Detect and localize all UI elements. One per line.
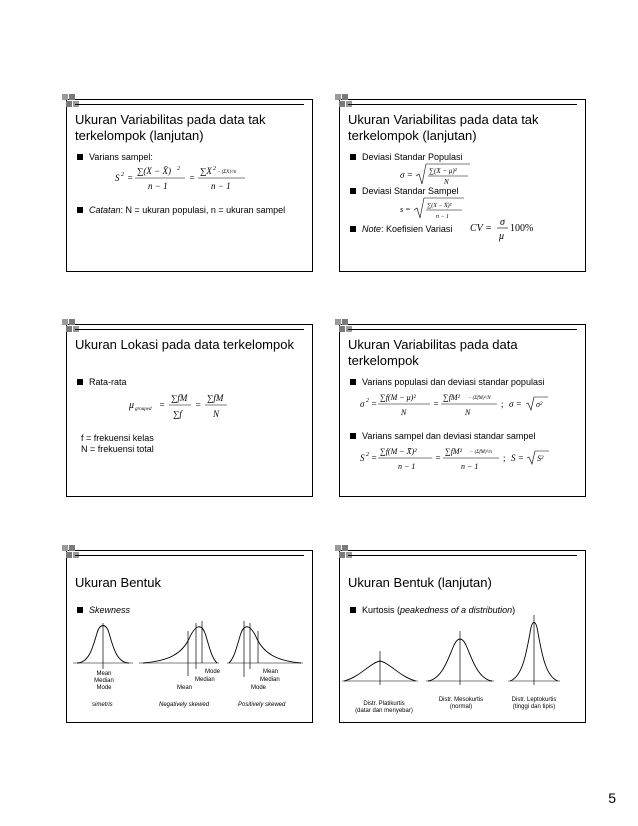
slide-title: Ukuran Bentuk bbox=[75, 575, 161, 590]
slide-rule bbox=[75, 104, 304, 105]
slide-2 bbox=[339, 99, 586, 272]
bullet-item: Catatan: N = ukuran populasi, n = ukuran sampel bbox=[77, 205, 305, 216]
svg-text:N: N bbox=[465, 408, 471, 417]
slide-title: Ukuran Variabilitas pada data tak terkelompok (lanjutan) bbox=[348, 112, 539, 143]
svg-text:grouped: grouped bbox=[135, 407, 152, 412]
svg-text:μ: μ bbox=[499, 231, 505, 242]
slide-decoration-icon bbox=[335, 94, 365, 108]
slide-title: Ukuran Bentuk (lanjutan) bbox=[348, 575, 492, 590]
neg-caption: Negatively skewed bbox=[159, 702, 210, 708]
svg-text:σ: σ bbox=[360, 399, 365, 409]
grouped-sample-variance-formula bbox=[360, 443, 570, 475]
slide-rule bbox=[75, 555, 304, 556]
svg-text:100%: 100% bbox=[510, 223, 534, 234]
svg-text:σ =: σ = bbox=[400, 170, 413, 180]
slide-5 bbox=[66, 550, 313, 723]
slide-3 bbox=[66, 324, 313, 497]
svg-text:∑(X − X̄): ∑(X − X̄) bbox=[137, 166, 171, 176]
sym-caption: simetris bbox=[92, 702, 113, 708]
svg-text:S =: S = bbox=[511, 453, 524, 463]
svg-text:2: 2 bbox=[213, 166, 216, 172]
mesokurtic-caption: Distr. Mesokurtis (normal) bbox=[438, 697, 484, 710]
slide-rule bbox=[75, 329, 304, 330]
legend-line: N = frekuensi total bbox=[81, 444, 154, 454]
slide-decoration-icon bbox=[62, 94, 92, 108]
svg-text:∑X: ∑X bbox=[200, 166, 212, 176]
svg-text:− (ΣX)²/n: − (ΣX)²/n bbox=[217, 170, 237, 175]
svg-text:=: = bbox=[189, 173, 196, 183]
grouped-mean-formula bbox=[129, 389, 249, 425]
svg-text:∑f(M − X̄)²: ∑f(M − X̄)² bbox=[380, 447, 417, 456]
svg-text:μ: μ bbox=[129, 400, 135, 411]
svg-text:n − 1: n − 1 bbox=[148, 181, 168, 191]
slide-4 bbox=[339, 324, 586, 497]
svg-text:∑f: ∑f bbox=[173, 409, 182, 419]
sample-variance-formula bbox=[115, 162, 265, 194]
slide-rule bbox=[348, 555, 577, 556]
svg-text:− (ΣfM)²/N: − (ΣfM)²/N bbox=[468, 396, 491, 401]
slide-decoration-icon bbox=[335, 545, 365, 559]
svg-text:n − 1: n − 1 bbox=[398, 462, 416, 471]
svg-text:2: 2 bbox=[121, 172, 124, 178]
svg-text:;: ; bbox=[501, 399, 504, 409]
neg-mean-label: Mean bbox=[177, 685, 193, 691]
svg-text:N: N bbox=[213, 409, 220, 419]
pos-mean-label: Mean bbox=[263, 669, 279, 675]
svg-text:− (ΣfM)²/n: − (ΣfM)²/n bbox=[470, 450, 492, 455]
svg-text:S: S bbox=[360, 453, 365, 463]
pos-median-label: Median bbox=[260, 677, 280, 683]
bullet-item: Rata-rata bbox=[77, 377, 305, 388]
slide-title: Ukuran Variabilitas pada data tak terkelompok (lanjutan) bbox=[75, 112, 266, 143]
bullet-item: Deviasi Standar Populasi bbox=[350, 152, 578, 163]
svg-text:=: = bbox=[433, 399, 440, 409]
grouped-population-variance-formula bbox=[360, 389, 570, 421]
svg-text:∑(X − X̄)²: ∑(X − X̄)² bbox=[427, 203, 452, 209]
coefficient-variation-formula bbox=[470, 215, 550, 247]
svg-text:S²: S² bbox=[537, 454, 544, 463]
kurtosis-curves bbox=[340, 615, 587, 691]
svg-text:N: N bbox=[444, 178, 449, 186]
svg-text:S: S bbox=[115, 173, 120, 183]
neg-mode-label: Mode bbox=[205, 669, 221, 675]
svg-text:CV =: CV = bbox=[470, 223, 492, 234]
neg-median-label: Median bbox=[195, 677, 215, 683]
svg-text:s =: s = bbox=[400, 205, 411, 214]
svg-text:σ²: σ² bbox=[536, 400, 543, 409]
slide-title: Ukuran Lokasi pada data terkelompok bbox=[75, 337, 294, 352]
svg-text:∑fM: ∑fM bbox=[207, 393, 224, 403]
svg-text:=: = bbox=[435, 453, 442, 463]
svg-text:n − 1: n − 1 bbox=[436, 214, 450, 220]
svg-text:=: = bbox=[195, 400, 202, 410]
sample-sd-formula bbox=[400, 196, 480, 224]
page-number: 5 bbox=[608, 790, 616, 806]
svg-text:=: = bbox=[127, 173, 134, 183]
bullet-item: Varians sampel dan deviasi standar sampel bbox=[350, 431, 578, 442]
svg-text:∑(X − μ)²: ∑(X − μ)² bbox=[429, 167, 457, 175]
bullet-item: Kurtosis (peakedness of a distribution) bbox=[350, 605, 578, 616]
svg-text:=: = bbox=[159, 400, 166, 410]
svg-text:2: 2 bbox=[366, 452, 369, 458]
slide-rule bbox=[348, 104, 577, 105]
svg-text:;: ; bbox=[503, 453, 506, 463]
bullet-item: Deviasi Standar Sampel bbox=[350, 186, 578, 197]
svg-text:=: = bbox=[371, 399, 378, 409]
svg-text:2: 2 bbox=[177, 166, 180, 172]
svg-text:σ: σ bbox=[500, 217, 505, 228]
platykurtic-caption: Distr. Platikurtis (datar dan menyebar) bbox=[355, 701, 413, 714]
slide-rule bbox=[348, 329, 577, 330]
slide-1 bbox=[66, 99, 313, 272]
pos-mode-label: Mode bbox=[251, 685, 267, 691]
bullet-item: Note: Koefisien Variasi bbox=[350, 224, 460, 235]
svg-text:2: 2 bbox=[366, 398, 369, 404]
svg-text:N: N bbox=[401, 408, 407, 417]
svg-text:n − 1: n − 1 bbox=[461, 462, 479, 471]
pos-caption: Positively skewed bbox=[238, 702, 286, 708]
bullet-item: Varians sampel: bbox=[77, 152, 305, 163]
sym-label: Mean Median Mode bbox=[94, 671, 114, 691]
svg-text:=: = bbox=[371, 453, 378, 463]
bullet-item: Skewness bbox=[77, 605, 305, 616]
svg-text:∑fM: ∑fM bbox=[171, 393, 188, 403]
svg-text:σ =: σ = bbox=[509, 399, 522, 409]
slide-decoration-icon bbox=[62, 319, 92, 333]
leptokurtic-caption: Distr. Leptokurtis (tinggi dan tipis) bbox=[511, 697, 557, 710]
legend-line: f = frekuensi kelas bbox=[81, 433, 154, 443]
svg-text:∑fM²: ∑fM² bbox=[445, 447, 462, 456]
slide-decoration-icon bbox=[62, 545, 92, 559]
bullet-item: Varians populasi dan deviasi standar populasi bbox=[350, 377, 578, 388]
slide-title: Ukuran Variabilitas pada data terkelompok bbox=[348, 337, 518, 368]
slide-decoration-icon bbox=[335, 319, 365, 333]
svg-text:∑f(M − μ)²: ∑f(M − μ)² bbox=[380, 393, 416, 402]
svg-text:∑fM²: ∑fM² bbox=[443, 393, 460, 402]
svg-text:n − 1: n − 1 bbox=[211, 181, 231, 191]
slide-6 bbox=[339, 550, 586, 723]
